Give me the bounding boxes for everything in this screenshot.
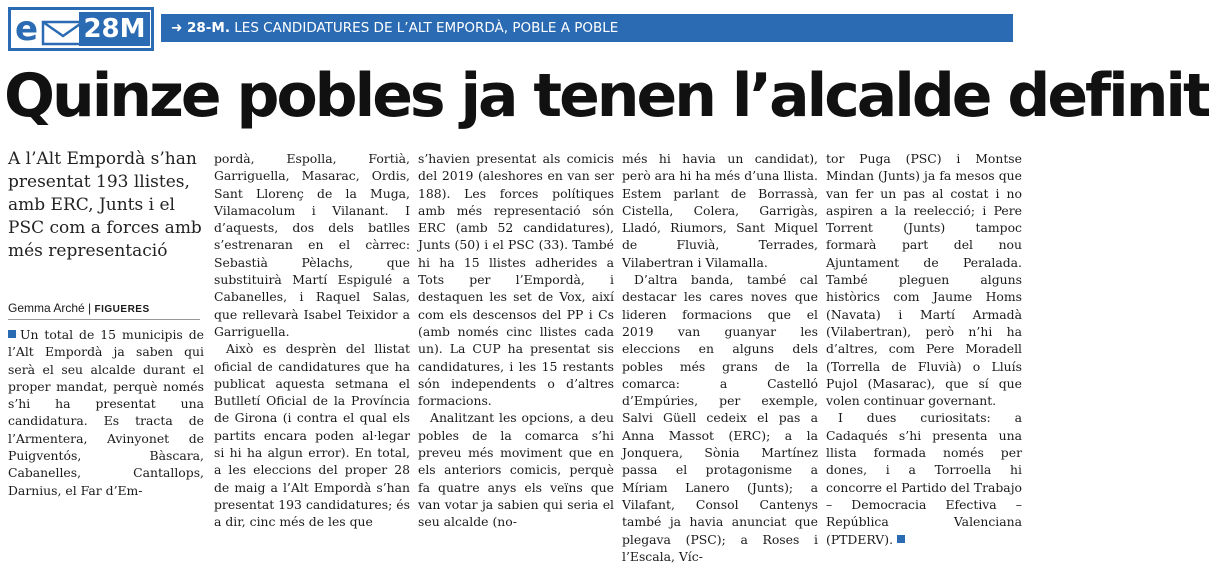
byline-separator: | (88, 301, 92, 315)
column-5-paragraph-1: tor Puga (PSC) i Montse Mindan (Junts) ja fa mesos que van fer un pas al costat i no aspiren a la reelecció; i Pere Torrent (Junts) tampoc formarà part del nou Ajuntament de Peralada. També pleguen alguns històrics com Jaume Homs (Navata) i Martí Armadà (Vilabertran), però n’hi ha d’altres, com Pere Moradell (Torrella de Fluvià) o Lluís Pujol (Masarac), que sí que volen continuar governant. (826, 151, 1022, 409)
column-3-paragraph-2: Analitzant les opcions, a deu pobles de la comarca s’hi preveu més moviment que en els anteriors comicis, perquè fa quatre anys els veïns que van votar ja sabien qui seria el seu alcalde (no- (418, 410, 614, 530)
end-square-icon (897, 535, 905, 543)
section-title: LES CANDIDATURES DE L’ALT EMPORDÀ, POBLE A POBLE (234, 20, 619, 36)
section-logo (8, 7, 154, 51)
article-column-1 (8, 326, 204, 498)
column-2-paragraph-2: Això es desprèn del llistat oficial de candidatures que ha publicat aquesta setmana el Butlletí Oficial de la Província de Girona (i contra el qual els partits encara poden al·legar si hi ha algun error). En total, a les eleccions del proper 28 de maig a l’Alt Empordà s’han presentat 193 candidatures; és a dir, cinc més de les que (214, 341, 410, 530)
article-column-3 (418, 150, 614, 530)
byline (8, 300, 200, 318)
article-column-4 (622, 150, 818, 564)
column-3-paragraph-1: s’havien presentat als comicis del 2019 (aleshores en van ser 188). Les forces polítiques amb més representació són ERC (amb 52 candidatures), Junts (50) i el PSC (33). També hi ha 15 llistes adherides a Tots per l’Empordà, i destaquen les set de Vox, així com els descensos del PP i Cs (amb només cinc llistes cada un). La CUP ha presentat sis candidatures, i les 15 restants són independents o d’altres formacions. (418, 151, 614, 409)
column-5-paragraph-2 (826, 409, 1022, 547)
article-column-5 (826, 150, 1022, 547)
headline: Quinze pobles ja tenen l’alcalde definit (4, 61, 1209, 131)
logo-letter: e (15, 9, 39, 49)
article-column-2 (214, 150, 410, 530)
section-bar (161, 14, 1013, 42)
column-4-paragraph-2: D’altra banda, també cal destacar les cares noves que lideren formacions que el 2019 van guanyar les eleccions en alguns dels pobles més grans de la comarca: a Castelló d’Empúries, per exemple, Salvi Güell cedeix el pas a Anna Massot (ERC); a la Jonquera, Sònia Martínez passa el protagonisme a Míriam Lanero (Junts); a Vilafant, Consol Cantenys també ja havia anunciat que plegava (PSC); a Roses i l’Escala, Víc- (622, 272, 818, 564)
column-1-paragraph-1-text: Un total de 15 municipis de l’Alt Empordà ja saben qui serà el seu alcalde durant el proper mandat, perquè només s’hi ha presentat una candidatura. Es tracta de l’Armentera, Avinyonet de Puigventós, Bàscara, Cabanelles, Cantallops, Darnius, el Far d’Em- (8, 327, 204, 498)
start-square-icon (8, 330, 16, 338)
column-4-paragraph-1: més hi havia un candidat), però ara hi ha més d’una llista. Estem parlant de Borrassà, Cistella, Colera, Garrigàs, Lladó, Riumors, Sant Miquel de Fluvià, Terrades, Vilabertran i Vilamalla. (622, 151, 818, 270)
byline-author: Gemma Arché (8, 301, 85, 315)
column-5-paragraph-2-text: I dues curiositats: a Cadaqués s’hi presenta una llista formada només per dones, i a Torroella hi concorre el Partido del Trabajo – Democracia Efectiva – República Valenciana (PTDERV). (826, 410, 1022, 547)
logo-badge: 28M (79, 12, 150, 46)
column-1-paragraph-1 (8, 326, 204, 499)
byline-divider (8, 319, 200, 320)
byline-location: FIGUERES (94, 304, 150, 315)
section-tag: ➜ 28-M. (171, 20, 230, 36)
column-2-paragraph-1: pordà, Espolla, Fortià, Garriguella, Masarac, Ordis, Sant Llorenç de la Muga, Vilamacolum i Vilanant. I d’aquests, dos dels batlles s’estrenaran en el càrrec: Sebastià Pèlachs, que substituirà Martí Espigulé a Cabanelles, i Raquel Salas, que rellevarà Isabel Teixidor a Garriguella. (214, 151, 410, 339)
lead-paragraph: A l’Alt Empordà s’han presentat 193 llistes, amb ERC, Junts i el PSC com a forces amb més representació (8, 149, 202, 261)
